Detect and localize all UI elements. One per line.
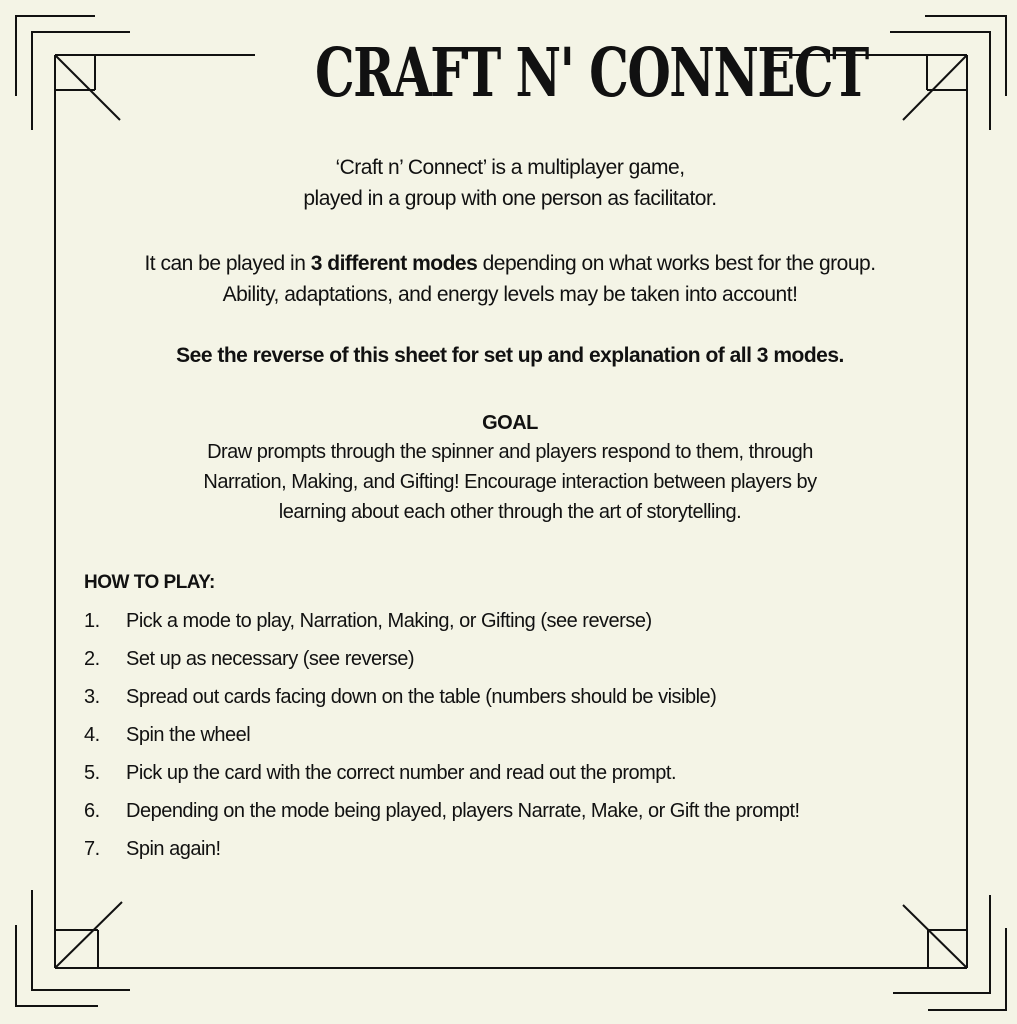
goal-line-3: learning about each other through the art of storytelling. (278, 501, 742, 523)
step-item (84, 718, 944, 756)
modes-line-1-before: It can be played in (144, 252, 311, 275)
step-text: Depending on the mode being played, players Narrate, Make, or Gift the prompt! (126, 800, 800, 822)
step-text: Pick up the card with the correct number and read out the prompt. (126, 762, 677, 784)
corner-ornament-top-left (16, 16, 130, 130)
corner-ornament-bottom-left (16, 890, 130, 1006)
step-item (84, 604, 944, 642)
step-item (84, 756, 944, 794)
intro-paragraph (60, 152, 960, 214)
modes-line-1-after: depending on what works best for the group. (477, 252, 876, 275)
step-number: 2. (84, 648, 100, 670)
step-number: 5. (84, 762, 100, 784)
step-number: 3. (84, 686, 100, 708)
step-text: Spin again! (126, 838, 221, 860)
step-number: 7. (84, 838, 100, 860)
step-item (84, 680, 944, 718)
modes-highlight: 3 different modes (310, 252, 478, 275)
corner-ornament-top-right (890, 16, 1006, 130)
goal-line-1: Draw prompts through the spinner and players respond to them, through (207, 441, 813, 463)
modes-paragraph (60, 248, 960, 310)
goal-line-2: Narration, Making, and Gifting! Encourage interaction between players by (203, 471, 817, 493)
corner-ornament-bottom-right (893, 895, 1006, 1010)
how-to-play-steps (84, 604, 944, 870)
intro-line-1: ‘Craft n’ Connect’ is a multiplayer game, (335, 156, 685, 179)
step-item (84, 642, 944, 680)
step-text: Set up as necessary (see reverse) (126, 648, 415, 670)
step-item (84, 794, 944, 832)
intro-line-2: played in a group with one person as facilitator. (303, 187, 717, 210)
goal-text (60, 437, 960, 527)
step-item (84, 832, 944, 870)
reverse-note: See the reverse of this sheet for set up and explanation of all 3 modes. (176, 344, 844, 367)
how-to-play-heading: HOW TO PLAY: (84, 572, 215, 593)
modes-line-2: Ability, adaptations, and energy levels may be taken into account! (222, 283, 798, 306)
step-number: 1. (84, 610, 100, 632)
step-text: Spread out cards facing down on the table (numbers should be visible) (126, 686, 717, 708)
step-text: Spin the wheel (126, 724, 251, 746)
step-number: 4. (84, 724, 100, 746)
page-title: CRAFT N' CONNECT (315, 34, 868, 113)
step-text: Pick a mode to play, Narration, Making, or Gifting (see reverse) (126, 610, 652, 632)
goal-heading: GOAL (482, 412, 538, 434)
step-number: 6. (84, 800, 100, 822)
